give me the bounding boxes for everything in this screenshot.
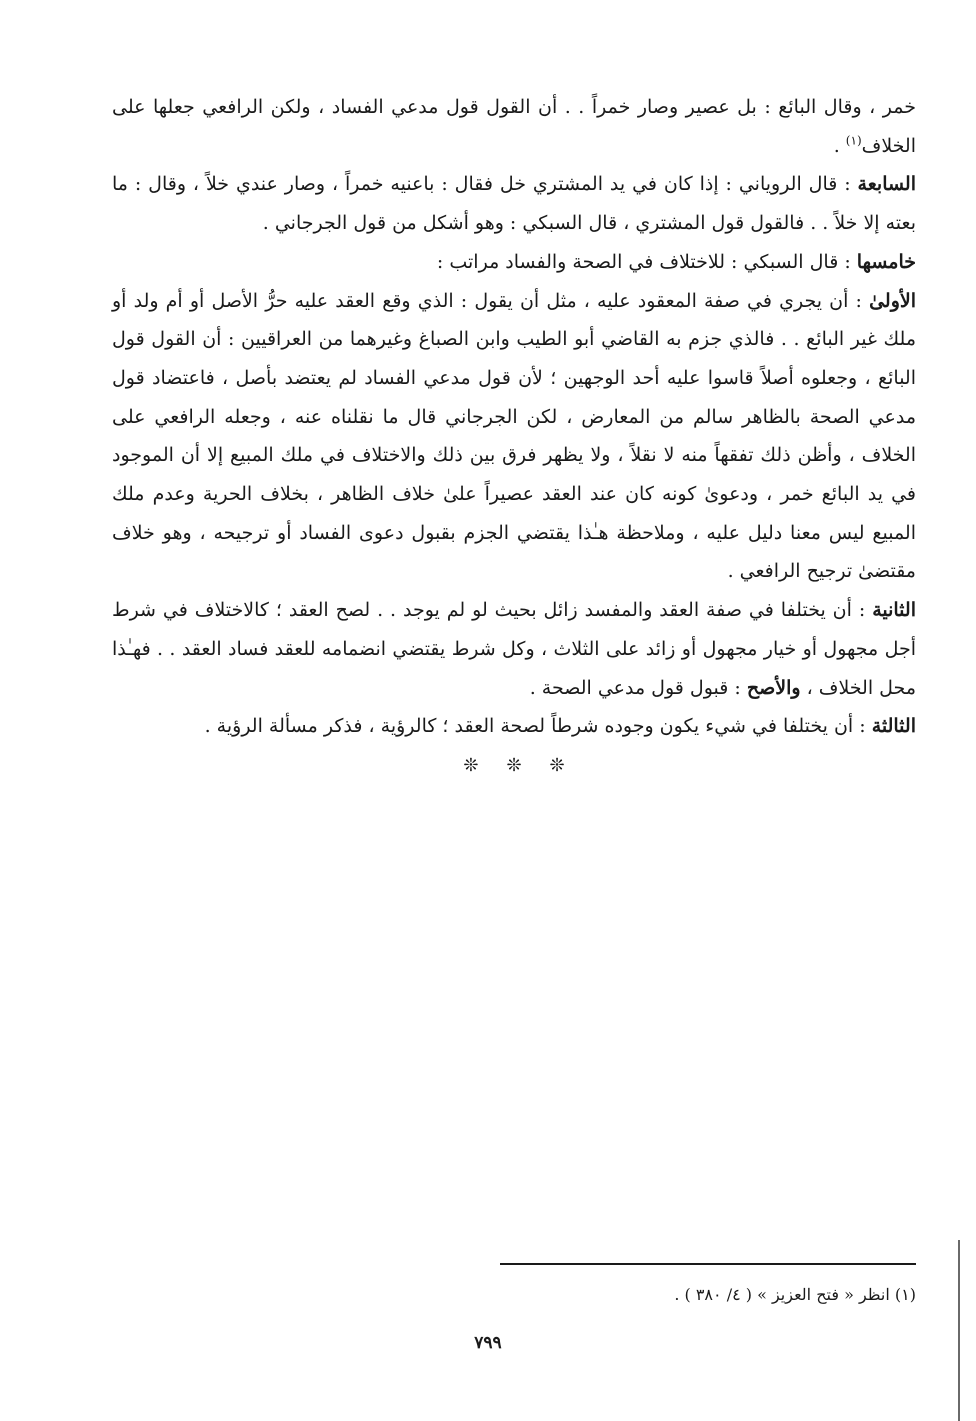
page-number: ٧٩٩ bbox=[474, 1333, 502, 1353]
section-separator bbox=[112, 746, 916, 786]
paragraph-5 bbox=[112, 591, 916, 707]
paragraph-label-secondary: والأصح bbox=[746, 676, 801, 699]
paragraph-label: الثانية bbox=[872, 599, 916, 622]
footnote-divider bbox=[500, 1263, 916, 1265]
scan-edge-line bbox=[958, 1240, 960, 1421]
paragraph-text-secondary: : قبول قول مدعي الصحة . bbox=[529, 676, 747, 699]
paragraph-2 bbox=[112, 165, 916, 242]
paragraph-text: : قال السبكي : للاختلاف في الصحة والفساد مراتب : bbox=[436, 250, 857, 273]
paragraph-3 bbox=[112, 243, 916, 282]
footnote-marker[interactable]: (١) bbox=[845, 133, 862, 148]
main-text bbox=[112, 88, 916, 786]
paragraph-4 bbox=[112, 282, 916, 592]
paragraph-tail: . bbox=[833, 134, 846, 157]
paragraph-text: : أن يختلفا في شيء يكون وجوده شرطاً لصحة العقد ؛ كالرؤية ، فذكر مسألة الرؤية . bbox=[204, 715, 872, 738]
paragraph-text: : أن يختلفا في صفة العقد والمفسد زائل بحيث لو لم يوجد . . لصح العقد ؛ كالاختلاف في شرط أجل مجهول أو خيار مجهول أو زائد على الثلاث ، وكل شرط يقتضي انضمامه للعقد فساد العقد . . فهـٰذا محل الخلاف ، bbox=[112, 599, 916, 699]
footnote: (١) انظر « فتح العزيز » ( ٤/ ٣٨٠ ) . bbox=[674, 1285, 916, 1304]
star-icon: ❊ bbox=[506, 754, 522, 776]
paragraph-text: : قال الروياني : إذا كان في يد المشتري خل فقال : باعنيه خمراً ، وصار عندي خلاً ، وقال : ما بعته إلا خلاً . . فالقول قول المشتري ، قال السبكي : وهو أشكل من قول الجرجاني . bbox=[112, 173, 916, 235]
star-icon: ❊ bbox=[463, 754, 479, 776]
paragraph-label: السابعة bbox=[857, 173, 916, 196]
star-icon: ❊ bbox=[549, 754, 565, 776]
paragraph-text: : أن يجري في صفة المعقود عليه ، مثل أن يقول : الذي وقع العقد عليه حرُّ الأصل أو أم ولد أو ملك غير البائع . . فالذي جزم به القاضي أبو الطيب وابن الصباغ وغيرهما من العراقيين : أن القول قول البائع ، وجعلوه أصلاً قاسوا عليه أحد الوجهين ؛ لأن قول مدعي الفساد لم يعتضد بأصل ، فاعتضاد قول مدعي الصحة بالظاهر سالم من المعارض ، لكن الجرجاني قال ما نقلناه عنه ، وجعله الرافعي على الخلاف ، وأظن ذلك تفقهاً منه لا نقلاً ، ولا يظهر فرق بين ذلك والاختلاف في ملك المبيع إلا أن الموجود في يد البائع خمر ، ودعوىٰ كونه كان عند العقد عصيراً علىٰ خلاف الظاهر ، بخلاف الحرية وعدم ملك المبيع ليس معنا دليل عليه ، وملاحظة هـٰذا يقتضي الجزم بقبول دعوى الفساد أو ترجيحه ، وهو خلاف مقتضىٰ ترجيح الرافعي . bbox=[112, 289, 916, 583]
paragraph-label: خامسها bbox=[856, 250, 916, 273]
paragraph-label: الثالثة bbox=[871, 715, 916, 738]
paragraph-label: الأولىٰ bbox=[869, 289, 916, 312]
paragraph-text: خمر ، وقال البائع : بل عصير وصار خمراً . . أن القول قول مدعي الفساد ، ولكن الرافعي جعلها على الخلاف bbox=[112, 96, 916, 157]
paragraph-6 bbox=[112, 707, 916, 746]
paragraph-1 bbox=[112, 88, 916, 165]
